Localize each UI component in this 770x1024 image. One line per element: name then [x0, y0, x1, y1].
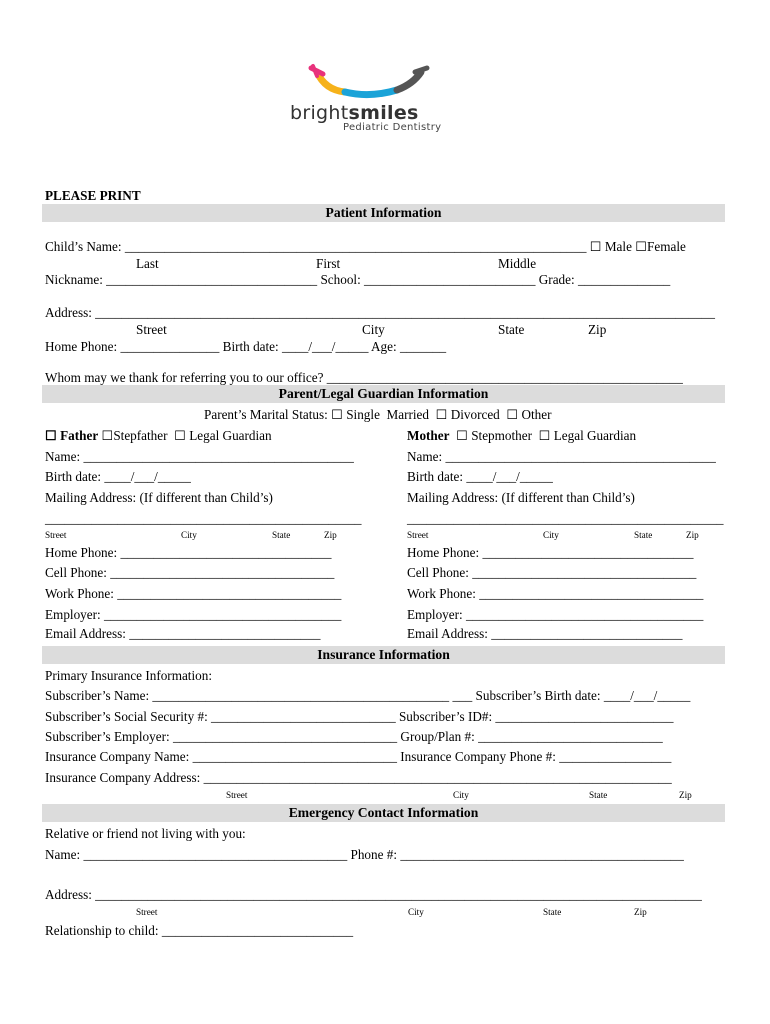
- mother-home-phone-field[interactable]: Home Phone: ________________________________: [407, 545, 694, 560]
- insurance-info-bar: [42, 646, 725, 664]
- home-phone-birthdate-age-field[interactable]: Home Phone: _______________ Birth date: ____/___/_____ Age: _______: [45, 339, 447, 354]
- mother-mailing-label: Mailing Address: (If different than Child’s): [407, 490, 635, 505]
- mother-cell-phone-field[interactable]: Cell Phone: __________________________________: [407, 565, 697, 580]
- label-state: State: [498, 322, 525, 337]
- mother-label-zip: Zip: [686, 530, 699, 540]
- patient-info-bar: [42, 204, 725, 222]
- parent-info-bar: [42, 385, 725, 403]
- mother-name-field[interactable]: Name: _________________________________________: [407, 449, 716, 464]
- insurance-info-title: Insurance Information: [317, 647, 450, 662]
- father-email-field[interactable]: Email Address: _____________________________: [45, 626, 321, 641]
- father-name-field[interactable]: Name: _________________________________________: [45, 449, 354, 464]
- relative-label: Relative or friend not living with you:: [45, 826, 246, 841]
- nickname-school-grade-field[interactable]: Nickname: ________________________________ School: __________________________ Grade: ______________: [45, 272, 671, 287]
- emergency-label-zip: Zip: [634, 907, 647, 917]
- insurance-label-state: State: [589, 790, 608, 800]
- label-street: Street: [136, 322, 167, 337]
- insurance-label-city: City: [453, 790, 469, 800]
- address-field[interactable]: Address: ______________________________________________________________________________________________: [45, 305, 715, 320]
- label-zip: Zip: [588, 322, 607, 337]
- logo-word-smiles: smiles: [348, 102, 419, 124]
- father-birthdate-field[interactable]: Birth date: ____/___/_____: [45, 469, 191, 484]
- marital-status-options[interactable]: Parent’s Marital Status: ☐ Single Married ☐ Divorced ☐ Other: [204, 407, 552, 422]
- label-last: Last: [136, 256, 159, 271]
- child-name-field[interactable]: Child’s Name: ______________________________________________________________________ ☐ Male ☐Female: [45, 239, 686, 254]
- father-mailing-label: Mailing Address: (If different than Child’s): [45, 490, 273, 505]
- logo-wordmark: [290, 103, 419, 123]
- insurance-label-zip: Zip: [679, 790, 692, 800]
- father-label-zip: Zip: [324, 530, 337, 540]
- patient-info-title: Patient Information: [325, 205, 442, 220]
- relationship-field[interactable]: Relationship to child: _____________________________: [45, 923, 354, 938]
- emergency-info-bar: [42, 804, 725, 822]
- father-role-options[interactable]: [45, 428, 272, 443]
- parent-info-title: Parent/Legal Guardian Information: [278, 386, 489, 401]
- father-mailing-line[interactable]: ________________________________________________: [45, 511, 362, 526]
- mother-role-options[interactable]: [407, 428, 636, 443]
- mother-role-rest[interactable]: ☐ Stepmother ☐ Legal Guardian: [449, 428, 637, 443]
- mother-label-state: State: [634, 530, 653, 540]
- father-label-street: Street: [45, 530, 67, 540]
- mother-label[interactable]: Mother: [407, 428, 450, 443]
- mother-work-phone-field[interactable]: Work Phone: __________________________________: [407, 586, 704, 601]
- insurance-label-street: Street: [226, 790, 248, 800]
- smile-arc-icon: [305, 62, 435, 102]
- referral-field[interactable]: Whom may we thank for referring you to our office? ______________________________________________________: [45, 370, 683, 385]
- father-employer-field[interactable]: Employer: ____________________________________: [45, 607, 342, 622]
- label-city: City: [362, 322, 385, 337]
- father-role-rest[interactable]: ☐Stepfather ☐ Legal Guardian: [98, 428, 272, 443]
- mother-label-street: Street: [407, 530, 429, 540]
- emergency-name-phone-field[interactable]: Name: ________________________________________ Phone #: ___________________________________________: [45, 847, 684, 862]
- father-work-phone-field[interactable]: Work Phone: __________________________________: [45, 586, 342, 601]
- father-label-state: State: [272, 530, 291, 540]
- insurance-company-name-phone-field[interactable]: Insurance Company Name: _______________________________ Insurance Company Phone #: _________________: [45, 749, 672, 764]
- emergency-label-state: State: [543, 907, 562, 917]
- label-first: First: [316, 256, 341, 271]
- mother-email-field[interactable]: Email Address: _____________________________: [407, 626, 683, 641]
- emergency-address-field[interactable]: Address: ____________________________________________________________________________________________: [45, 887, 702, 902]
- father-label-city: City: [181, 530, 197, 540]
- father-home-phone-field[interactable]: Home Phone: ________________________________: [45, 545, 332, 560]
- emergency-label-city: City: [408, 907, 424, 917]
- mother-birthdate-field[interactable]: Birth date: ____/___/_____: [407, 469, 553, 484]
- father-checkbox[interactable]: ☐ Father: [45, 428, 99, 443]
- primary-insurance-label: Primary Insurance Information:: [45, 668, 212, 683]
- mother-label-city: City: [543, 530, 559, 540]
- subscriber-ssn-id-field[interactable]: Subscriber’s Social Security #: ____________________________ Subscriber’s ID#: ___________________________: [45, 709, 674, 724]
- mother-mailing-line[interactable]: ________________________________________________: [407, 511, 724, 526]
- please-print-heading: PLEASE PRINT: [45, 188, 141, 203]
- label-middle: Middle: [498, 256, 537, 271]
- father-cell-phone-field[interactable]: Cell Phone: __________________________________: [45, 565, 335, 580]
- mother-employer-field[interactable]: Employer: ____________________________________: [407, 607, 704, 622]
- logo-subtitle: Pediatric Dentistry: [343, 122, 442, 133]
- logo-word-bright: bright: [290, 102, 349, 124]
- insurance-company-address-field[interactable]: Insurance Company Address: _______________________________________________________________________: [45, 770, 672, 785]
- subscriber-name-birthdate-field[interactable]: Subscriber’s Name: _____________________________________________ ___ Subscriber’s Birth date: ____/___/_____: [45, 688, 691, 703]
- emergency-label-street: Street: [136, 907, 158, 917]
- subscriber-employer-group-field[interactable]: Subscriber’s Employer: __________________________________ Group/Plan #: ____________________________: [45, 729, 663, 744]
- emergency-info-title: Emergency Contact Information: [288, 805, 479, 820]
